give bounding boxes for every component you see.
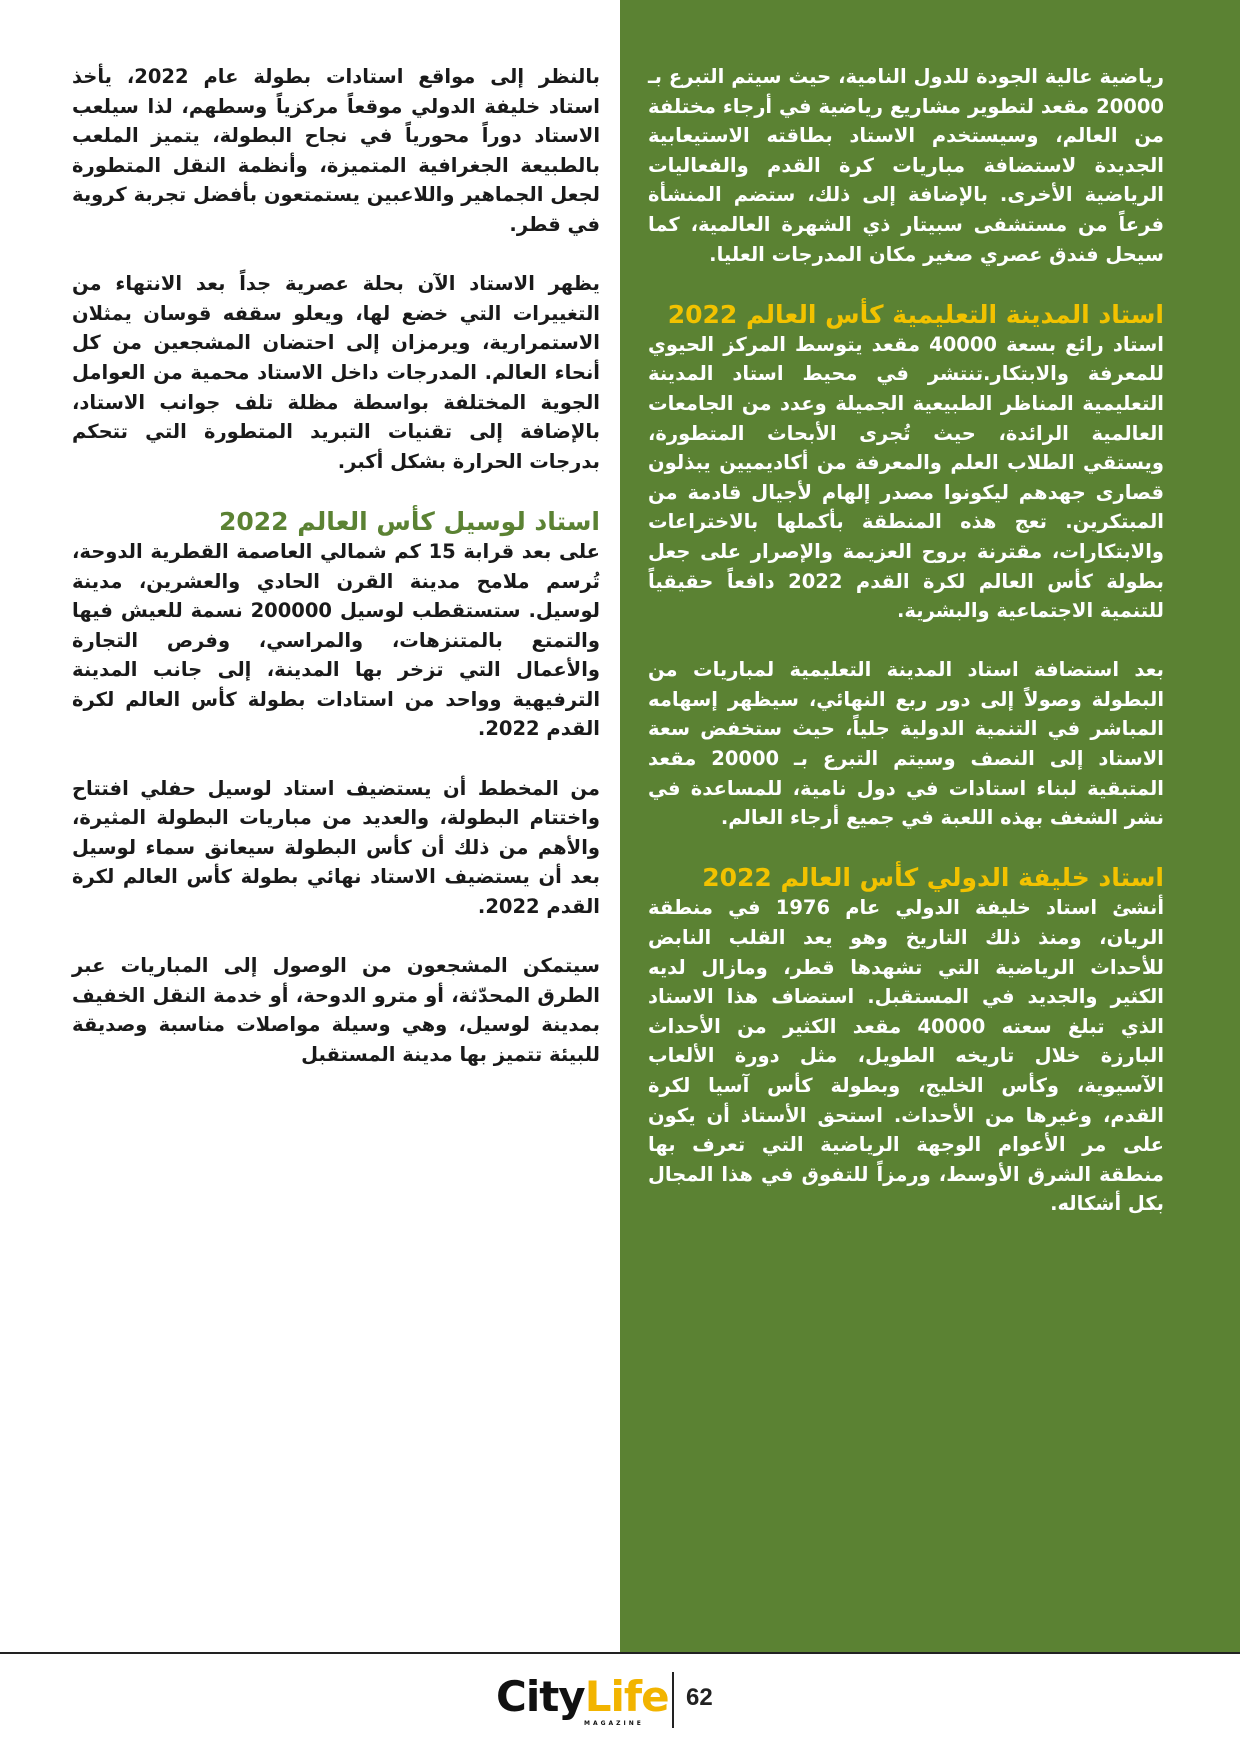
- left-column: [72, 62, 600, 1099]
- paragraph: على بعد قرابة 15 كم شمالي العاصمة القطرية الدوحة، تُرسم ملامح مدينة القرن الحادي والعشرين، مدينة لوسيل. ستستقطب لوسيل 200000 نسمة للعيش فيها والتمتع بالمتنزهات، والمراسي، وفرص التجارة والأعمال التي تزخر بها المدينة، إلى جانب المدينة الترفيهية وواحد من استادات بطولة كأس العالم لكرة القدم 2022.: [72, 539, 600, 741]
- paragraph: يظهر الاستاد الآن بحلة عصرية جداً بعد الانتهاء من التغييرات التي خضع لها، ويعلو سقفه قوسان يمثلان الاستمرارية، ويرمزان إلى احتضان المشجعين من كل أنحاء العالم. المدرجات داخل الاستاد محمية من العوامل الجوية المختلفة بواسطة مظلة تلف جوانب الاستاد، بالإضافة إلى تقنيات التبريد المتطورة التي تتحكم بدرجات الحرارة بشكل أكبر.: [72, 272, 600, 473]
- logo-city-text: City: [496, 1672, 585, 1721]
- paragraph: بالنظر إلى مواقع استادات بطولة عام 2022، يأخذ استاد خليفة الدولي موقعاً مركزياً وسطهم، لذا سيلعب الاستاد دوراً محورياً في نجاح البطولة، يتميز الملعب بالطبيعة الجغرافية المتميزة، وأنظمة النقل المتطورة لجعل الجماهير واللاعبين يستمتعون بأفضل تجربة كروية في قطر.: [72, 65, 600, 236]
- logo-life-text: Life: [584, 1672, 669, 1721]
- footer-separator: [672, 1672, 674, 1728]
- education-city-heading: استاد المدينة التعليمية كأس العالم 2022: [667, 299, 1164, 329]
- page-number: 62: [686, 1684, 713, 1711]
- citylife-logo: [496, 1672, 669, 1722]
- right-column: [648, 62, 1164, 1249]
- paragraph: رياضية عالية الجودة للدول النامية، حيث سيتم التبرع بـ 20000 مقعد لتطوير مشاريع رياضية في أرجاء مختلفة من العالم، وسيستخدم الاستاد بطاقته الاستيعابية الجديدة لاستضافة مباريات كرة القدم والفعاليات الرياضية الأخرى. بالإضافة إلى ذلك، ستضم المنشأة فرعاً من مستشفى سبيتار ذي الشهرة العالمية، كما سيحل فندق عصري صغير مكان المدرجات العليا.: [648, 65, 1164, 266]
- page-footer: [0, 1668, 1240, 1738]
- paragraph: استاد رائع بسعة 40000 مقعد يتوسط المركز الحيوي للمعرفة والابتكار.تنتشر في محيط استاد المدينة التعليمية المناظر الطبيعية الجميلة وعدد من الجامعات العالمية الرائدة، حيث تُجرى الأبحاث المتطورة، ويستقي الطلاب العلم والمعرفة من أكاديميين يبذلون قصارى جهدهم ليكونوا مصدر إلهام لأجيال قادمة من المبتكرين. تعج هذه المنطقة بأكملها بالاختراعات والابتكارات، مقترنة بروح العزيمة والإصرار على جعل بطولة كأس العالم لكرة القدم 2022 دافعاً حقيقياً للتنمية الاجتماعية والبشرية.: [648, 332, 1164, 623]
- paragraph: سيتمكن المشجعون من الوصول إلى المباريات عبر الطرق المحدّثة، أو مترو الدوحة، أو خدمة النقل الخفيف بمدينة لوسيل، وهي وسيلة مواصلات مناسبة وصديقة للبيئة تتميز بها مدينة المستقبل: [72, 954, 600, 1066]
- paragraph: من المخطط أن يستضيف استاد لوسيل حفلي افتتاح واختتام البطولة، والعديد من مباريات البطولة المثيرة، والأهم من ذلك أن كأس البطولة سيعانق سماء لوسيل بعد أن يستضيف الاستاد نهائي بطولة كأس العالم لكرة القدم 2022.: [72, 776, 600, 919]
- logo-magazine-text: MAGAZINE: [584, 1720, 644, 1727]
- khalifa-heading: استاد خليفة الدولي كأس العالم 2022: [702, 863, 1164, 893]
- lusail-heading: استاد لوسيل كأس العالم 2022: [218, 506, 600, 536]
- paragraph: بعد استضافة استاد المدينة التعليمية لمباريات من البطولة وصولاً إلى دور ربع النهائي، سيظهر إسهامه المباشر في التنمية الدولية جلياً، حيث ستخفض سعة الاستاد إلى النصف وسيتم التبرع بـ 20000 مقعد المتبقية لبناء استادات في دول نامية، للمساعدة في نشر الشغف بهذه اللعبة في جميع أرجاء العالم.: [648, 658, 1164, 830]
- footer-divider: [0, 1652, 1240, 1654]
- paragraph: أنشئ استاد خليفة الدولي عام 1976 في منطقة الريان، ومنذ ذلك التاريخ وهو يعد القلب النابض للأحداث الرياضية التي تشهدها قطر، ومازال لديه الكثير والجديد في المستقبل. استضاف هذا الاستاد الذي تبلغ سعته 40000 مقعد الكثير من الأحداث البارزة خلال تاريخه الطويل، مثل دورة الألعاب الآسيوية، وكأس الخليج، وبطولة كأس آسيا لكرة القدم، وغيرها من الأحداث. استحق الأستاذ أن يكون على مر الأعوام الوجهة الرياضية التي تعرف بها منطقة الشرق الأوسط، ورمزاً للتفوق في هذا المجال بكل أشكاله.: [648, 896, 1164, 1216]
